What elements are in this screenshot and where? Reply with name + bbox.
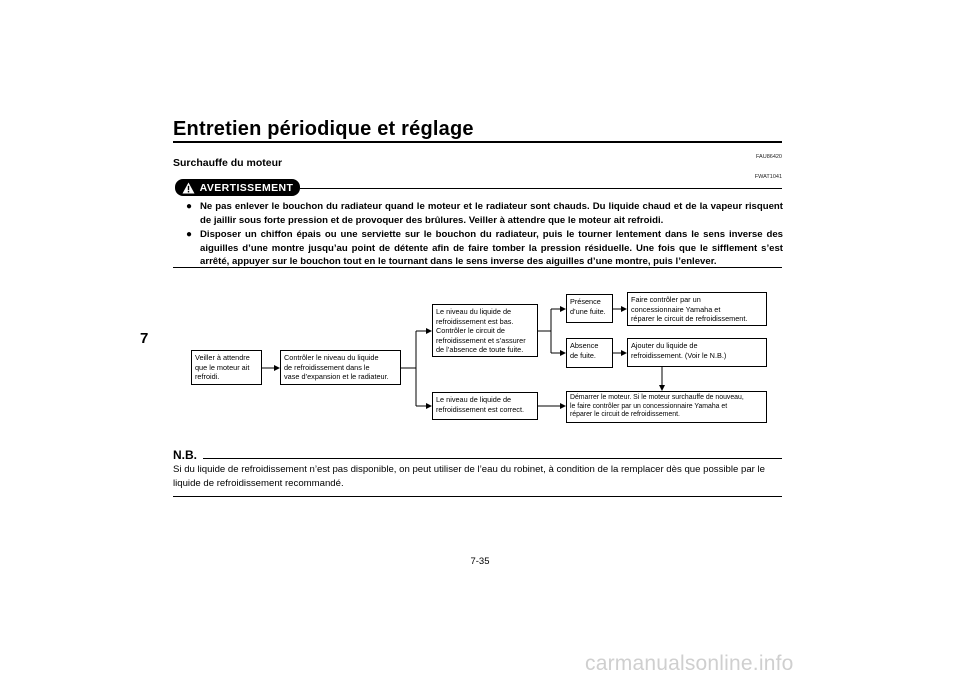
flow-step-restart: Démarrer le moteur. Si le moteur surchauffe de nouveau, le faire contrôler par un concessionnaire Yamaha et réparer le circuit de refroidissement. [566,391,767,423]
page-number: 7-35 [470,556,490,567]
bullet-icon: ● [186,201,193,212]
warning-item-text: Disposer un chiffon épais ou une serviette sur le bouchon du radiateur, puis le tourner lentement dans le sens inverse des aiguilles d’une montre jusqu’au point de détente afin de faire tomber la pression résiduelle. Une fois que le sifflement s’est arrêté, appuyer sur le bouchon tout en le tournant dans le sens inverse des aiguilles d’une montre, puis l’enlever. [200,229,783,267]
note-label: N.B. [173,448,197,462]
warning-item-text: Ne pas enlever le bouchon du radiateur quand le moteur et le radiateur sont chauds. Du liquide chaud et de la vapeur risquent de jaillir sous forte pression et de provoquer des brûlures. Veiller à attendre que le moteur ait refroidi. [200,201,783,226]
note-bottom-divider [173,496,782,497]
warning-bottom-divider [173,267,782,268]
flow-step-level-correct: Le niveau de liquide de refroidissement est correct. [432,392,538,420]
flow-step-level-low: Le niveau du liquide de refroidissement est bas. Contrôler le circuit de refroidissement et s’assurer de l’absence de toute fuite. [432,304,538,357]
flow-step-no-leak: Absence de fuite. [566,338,613,368]
warning-triangle-icon [182,182,195,194]
warning-label: AVERTISSEMENT [199,181,294,194]
page-title: Entretien périodique et réglage [173,118,474,140]
chapter-tab: 7 [140,330,149,347]
note-divider [203,458,782,459]
note-text: Si du liquide de refroidissement n’est pas disponible, on peut utiliser de l’eau du robinet, à condition de la remplacer dès que possible par le liquide de refroidissement recommandé. [173,464,765,489]
flow-step-dealer: Faire contrôler par un concessionnaire Yamaha et réparer le circuit de refroidissement. [627,292,767,326]
flow-step-add-coolant: Ajouter du liquide de refroidissement. (Voir le N.B.) [627,338,767,367]
warning-item [186,200,783,227]
flow-step-leak: Présence d’une fuite. [566,294,613,323]
bullet-icon: ● [186,229,193,240]
section-heading: Surchauffe du moteur [173,157,283,169]
warning-divider [300,188,782,189]
title-divider [173,141,782,143]
warning-item [186,228,783,269]
flow-step-wait: Veiller à attendre que le moteur ait refroidi. [191,350,262,385]
warning-code: FWAT1041 [754,174,782,180]
warning-list [186,200,783,270]
flow-step-check-level: Contrôler le niveau du liquide de refroidissement dans le vase d’expansion et le radiateur. [280,350,401,385]
section-code: FAU86420 [756,154,782,160]
warning-badge [175,179,300,196]
watermark: carmanualsonline.info [585,652,794,675]
